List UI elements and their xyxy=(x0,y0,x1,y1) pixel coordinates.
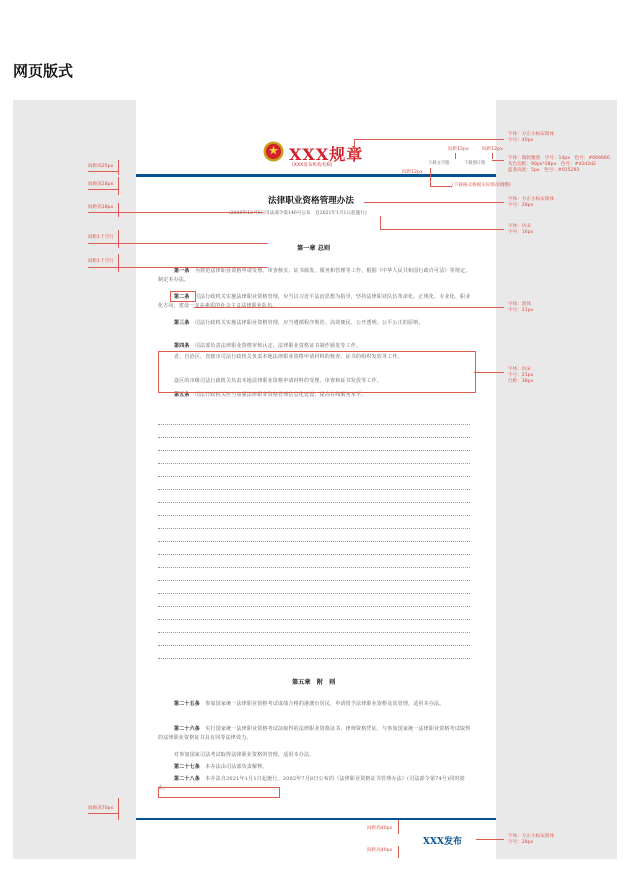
annotation-font: 字体：黑体 xyxy=(508,302,531,307)
placeholder-line xyxy=(158,489,470,490)
ending-highlight-box xyxy=(158,787,280,798)
footer-publisher: XXX发布 xyxy=(423,837,462,847)
annotation-right-footer xyxy=(508,834,554,846)
document-title: 法律职业资格管理办法 xyxy=(268,196,354,206)
annotation-size: 字号：21px xyxy=(508,373,534,379)
placeholder-line xyxy=(158,463,470,464)
annotation-font: 字体：方正小标宋简体 xyxy=(508,132,554,137)
annotation-left-spacing: 间距1个空行 xyxy=(88,259,114,264)
annotation-spacing: 间距12px xyxy=(482,147,503,152)
article-text: 司法行政机关应当加强法律职业资格管理信息化建设，提高在线服务水平。 xyxy=(194,392,367,398)
annotation-line-height: 行距：38px xyxy=(508,379,534,385)
annotation-right-publish xyxy=(508,224,533,236)
placeholder-line xyxy=(158,437,470,438)
header-title: XXX规章 xyxy=(289,145,364,164)
annotation-line xyxy=(118,230,119,248)
annotation-line xyxy=(455,153,456,159)
annotation-font: 字体：微软雅黑 字号：14px 色号：#666666 xyxy=(508,156,610,161)
annotation-right-buttons xyxy=(508,156,610,175)
page-heading: 网页版式 xyxy=(13,62,74,80)
placeholder-line xyxy=(158,502,470,503)
article-text: 司法部负责法律职业资格审核认定、法律职业资格证书制作颁发等工作。 xyxy=(194,343,362,349)
article-27 xyxy=(158,763,474,772)
annotation-left-spacing: 间距1个空行 xyxy=(88,235,114,240)
annotation-line xyxy=(354,139,355,155)
article-label: 第二条 xyxy=(174,294,190,300)
annotation-right-title xyxy=(508,132,554,144)
placeholder-line xyxy=(158,619,470,620)
annotation-line xyxy=(364,202,504,203)
annotation-line xyxy=(118,160,119,175)
publish-info: (2020年12月1日司法部令第146号公布 自2021年1月1日起施行) xyxy=(229,211,367,216)
annotation-font: 字体：仿宋 xyxy=(508,367,531,372)
placeholder-line xyxy=(158,580,470,581)
article-label: 第二十七条 xyxy=(174,764,201,770)
placeholder-line xyxy=(158,424,470,425)
article-label: 第四条 xyxy=(174,343,190,349)
article-text: 司法行政机关实施法律职业资格管理，应当以习近平法治思想为指导，坚持法律职业队伍革命化、正规化、专业化、职业化方向，建设一支高素质的社会主义法律职业队伍。 xyxy=(158,294,471,309)
article-label: 第一条 xyxy=(174,268,190,274)
annotation-line xyxy=(430,168,431,186)
download-text-button[interactable]: 下载文字版 xyxy=(428,161,450,166)
placeholder-line xyxy=(158,476,470,477)
annotation-spacing: 间距12px xyxy=(402,170,423,175)
download-image-button[interactable]: 下载图片版 xyxy=(464,161,486,166)
annotation-line xyxy=(354,139,504,140)
placeholder-line xyxy=(158,554,470,555)
annotation-line xyxy=(476,839,504,840)
annotation-size: 字号：16px xyxy=(508,230,534,236)
placeholder-line xyxy=(158,515,470,516)
annotation-line xyxy=(88,243,268,244)
article-26 xyxy=(158,725,474,742)
article-text: 省、自治区、直辖市司法行政机关负责本地法律职业资格申请材料的核查、证书的组织发放等工作。 xyxy=(174,354,403,360)
annotation-line xyxy=(88,813,118,814)
article-text: 本办法由司法部负责解释。 xyxy=(205,764,268,770)
header-blue-bar xyxy=(136,174,496,177)
annotation-size: 字号：40px xyxy=(508,138,534,144)
article-label: 第二十六条 xyxy=(174,726,201,732)
article-26-para-2 xyxy=(158,751,474,760)
article-label: 第二十五条 xyxy=(174,701,201,707)
annotation-line xyxy=(118,798,119,820)
placeholder-line xyxy=(158,541,470,542)
annotation-line xyxy=(118,254,119,272)
annotation-size: 字号：28px xyxy=(508,203,534,209)
annotation-font: 字体：方正小标宋简体 xyxy=(508,834,554,839)
article-text: 设区的市级司法行政机关负责本地法律职业资格申请材料的受理、审查和证书发放等工作。 xyxy=(174,378,383,384)
annotation-line xyxy=(430,186,452,187)
placeholder-line xyxy=(158,645,470,646)
article-3 xyxy=(158,319,474,328)
annotation-spacing: 间距12px xyxy=(448,147,469,152)
annotation-left-spacing: 间距高35px xyxy=(88,164,114,169)
article-text: 司法行政机关实施法律职业资格管理，应当遵循程序规范、高效便民、公开透明、公平公正的原则。 xyxy=(194,320,424,326)
annotation-bar: 蓝条高度：5px 色号：#015293 xyxy=(508,168,580,174)
annotation-left-spacing: 间距高18px xyxy=(88,205,114,210)
chapter-one-heading: 第一章 总则 xyxy=(297,245,331,252)
article-1 xyxy=(158,267,474,284)
annotation-line xyxy=(118,177,119,195)
article-4 xyxy=(158,342,474,351)
placeholder-line xyxy=(158,632,470,633)
chapter-five-heading: 第五章 附 则 xyxy=(292,679,336,686)
annotation-download-note: (下载格式根据实际情况调整) xyxy=(452,183,511,188)
annotation-right-doc-title xyxy=(508,197,554,209)
annotation-line xyxy=(398,820,399,834)
annotation-line xyxy=(492,160,504,161)
article-25 xyxy=(158,700,474,709)
annotation-right-body xyxy=(508,367,533,386)
placeholder-line xyxy=(158,450,470,451)
header-subtitle: (XXX发布机构名称) xyxy=(292,163,333,168)
placeholder-line xyxy=(158,593,470,594)
annotation-line xyxy=(398,846,399,858)
placeholder-line xyxy=(158,658,470,659)
article-text: 本办法自2021年1月1日起施行。2002年7月8日公布的《法律职业资格证书管理办法》(司法部令第74号)同时废止。 xyxy=(158,776,465,791)
annotation-line xyxy=(474,372,504,373)
annotation-line xyxy=(380,229,504,230)
placeholder-line xyxy=(158,567,470,568)
placeholder-line xyxy=(158,528,470,529)
annotation-size: 字号：28px xyxy=(508,840,534,846)
article-text: 实行国家统一法律职业资格考试前取得的法律职业资格证书、律师资格凭证，与参加国家统一法律职业资格考试取得的法律职业资格证书具有同等法律效力。 xyxy=(158,726,471,741)
article-label: 第五条 xyxy=(174,392,190,398)
footer-blue-bar xyxy=(136,818,496,820)
annotation-right-article xyxy=(508,302,533,314)
annotation-line xyxy=(88,189,118,190)
article-label-highlight-box xyxy=(170,291,196,302)
annotation-spacing-40: 间距高40px xyxy=(367,826,393,831)
article-label: 第三条 xyxy=(174,320,190,326)
annotation-line xyxy=(194,307,504,308)
annotation-line xyxy=(88,171,118,172)
placeholder-line xyxy=(158,606,470,607)
annotation-font: 字体：仿宋 xyxy=(508,224,531,229)
annotation-spacing-40: 间距高40px xyxy=(367,848,393,853)
article-text: 为规范法律职业资格申请受理、审查核实、证书颁发、服务和管理等工作，根据《中华人民共和国行政许可法》等规定，制定本办法。 xyxy=(158,268,471,283)
annotation-line xyxy=(88,267,268,268)
annotation-line xyxy=(380,216,381,229)
article-label: 第二十八条 xyxy=(174,776,201,782)
article-text: 对参加国家司法考试取得法律职业资格的管理，适用本办法。 xyxy=(174,752,315,758)
annotation-left-spacing: 间距高70px xyxy=(88,806,114,811)
annotation-line xyxy=(492,153,493,159)
annotation-size: 字号：21px xyxy=(508,308,534,314)
annotation-line xyxy=(88,212,263,213)
annotation-border: 灰色边框：90px*38px 色号：#d2d2d2 xyxy=(508,162,596,168)
annotation-left-spacing: 间距高18px xyxy=(88,182,114,187)
annotation-font: 字体：方正小标宋简体 xyxy=(508,197,554,202)
national-emblem-icon xyxy=(263,141,284,162)
article-text: 参加国家统一法律职业资格考试成绩合格的港澳台居民，申请授予法律职业资格及其管理，适用本办法。 xyxy=(205,701,445,707)
body-text-highlight-box xyxy=(158,351,476,393)
annotation-line xyxy=(118,203,119,217)
